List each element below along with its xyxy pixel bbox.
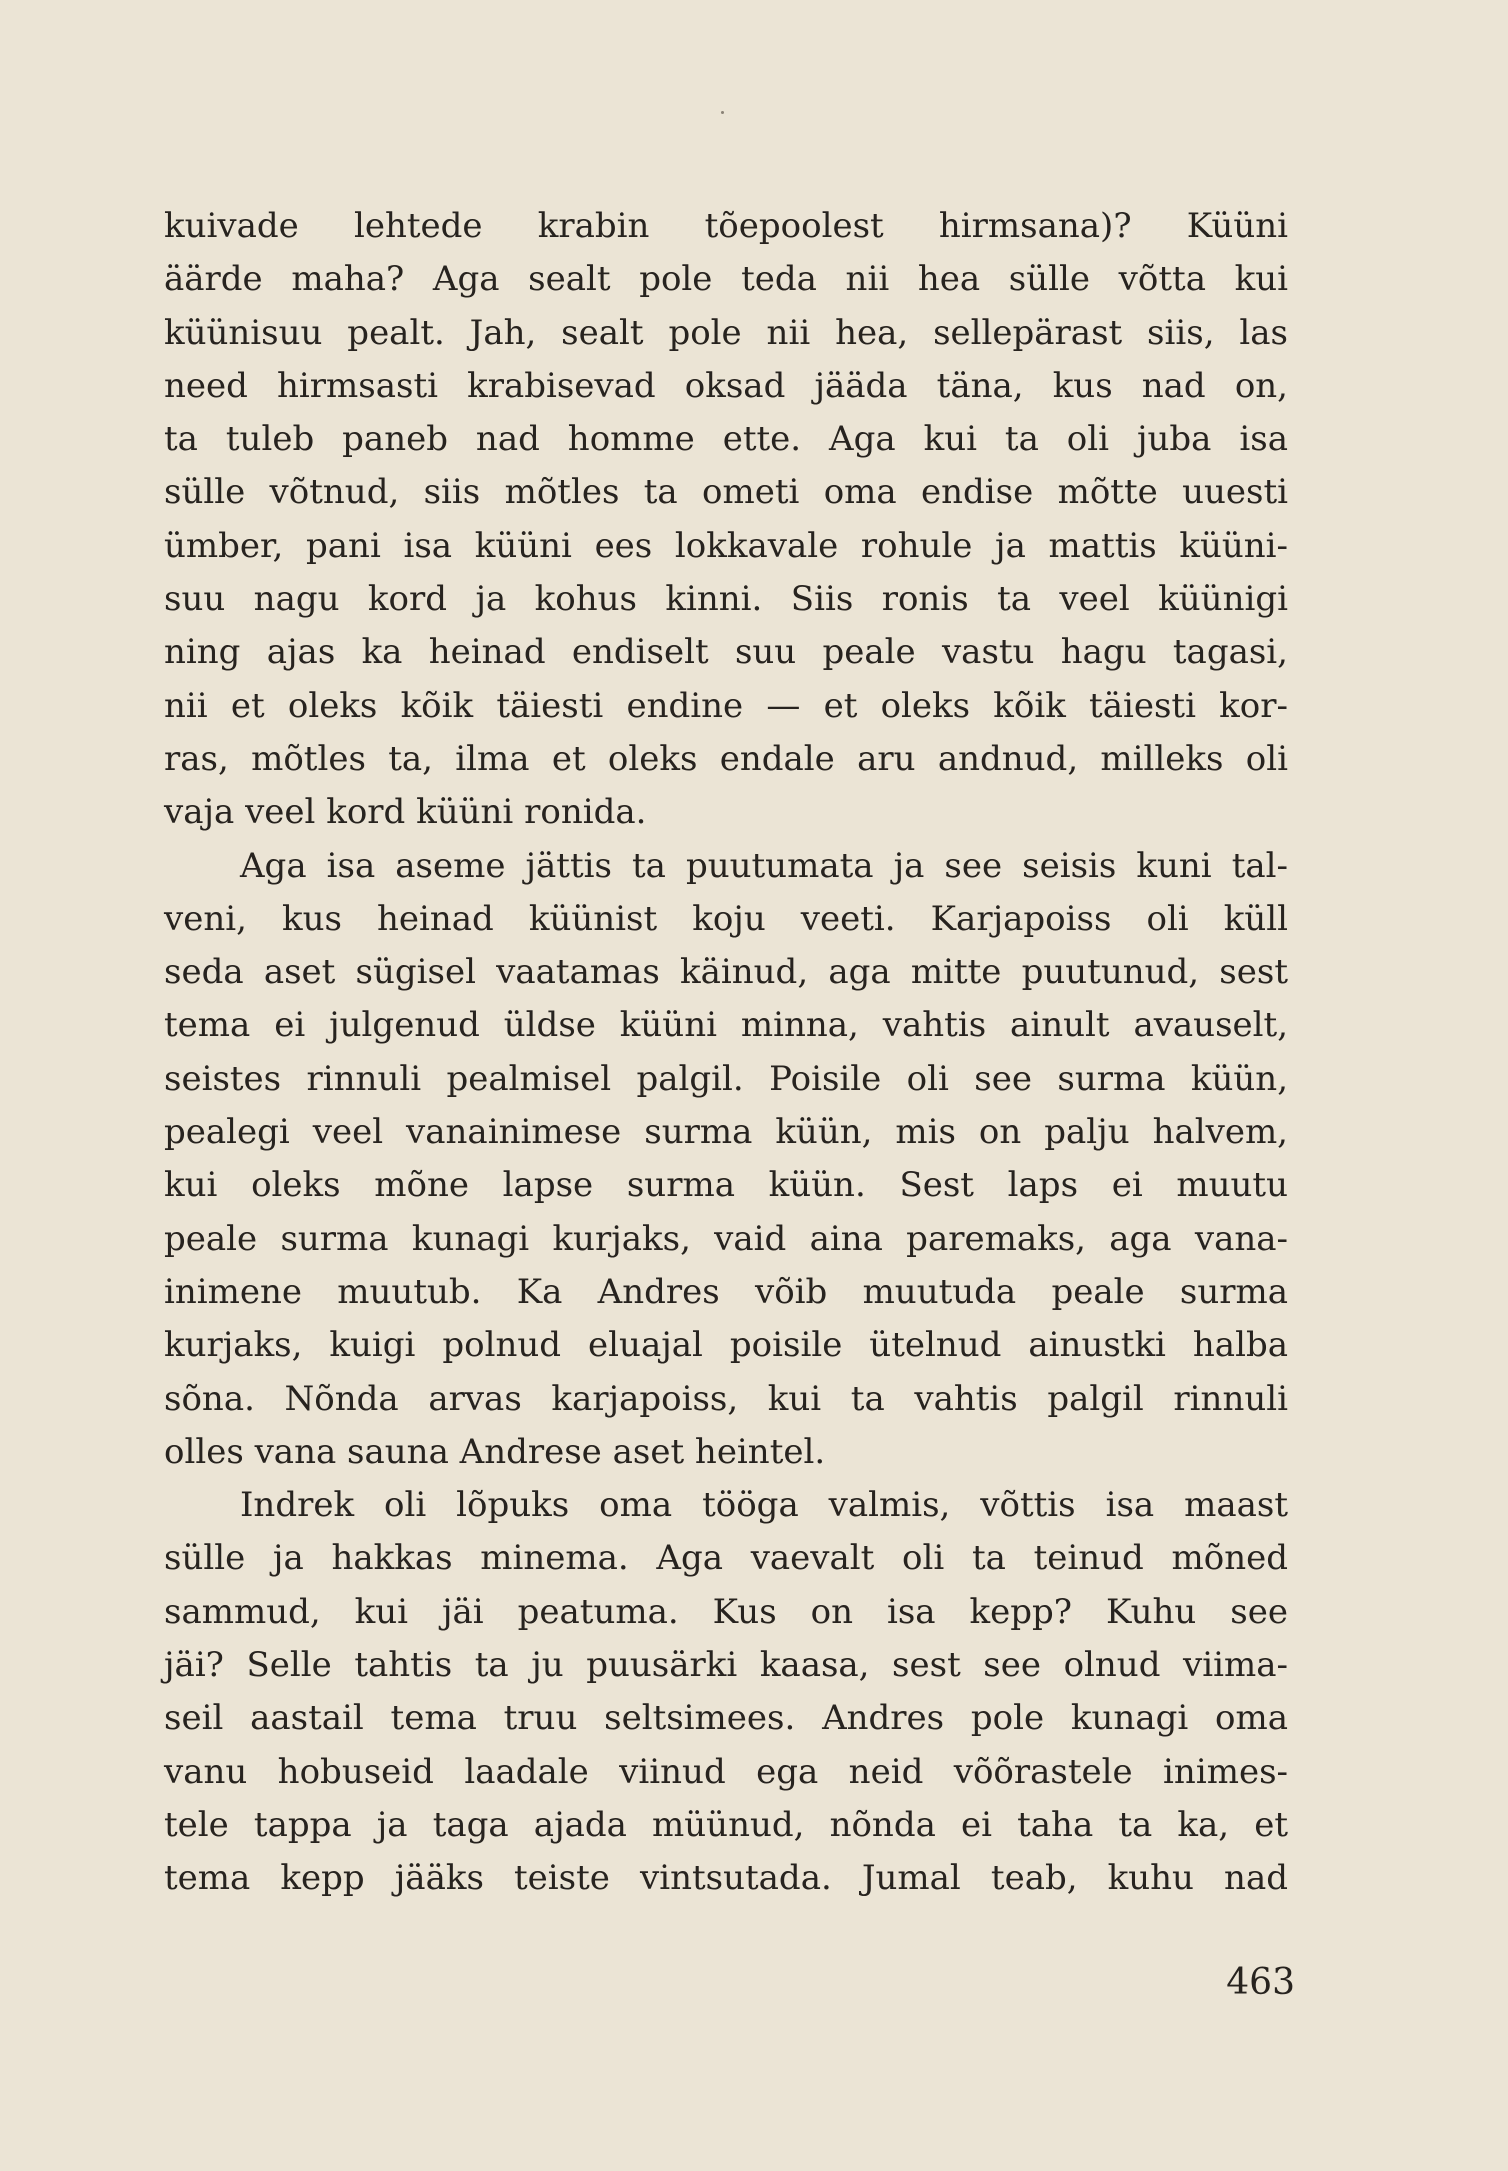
text-line: sülle ja hakkas minema. Aga vaevalt oli ta teinud mõned xyxy=(164,1538,1288,1579)
text-line: jäi? Selle tahtis ta ju puusärki kaasa, sest see olnud viima- xyxy=(164,1645,1288,1686)
text-line: vanu hobuseid laadale viinud ega neid võõrastele inimes- xyxy=(164,1751,1288,1792)
text-line: need hirmsasti krabisevad oksad jääda täna, kus nad on, xyxy=(164,365,1288,406)
text-line: sülle võtnud, siis mõtles ta ometi oma endise mõtte uuesti xyxy=(164,472,1288,513)
text-line: tema kepp jääks teiste vintsutada. Jumal teab, kuhu nad xyxy=(164,1858,1288,1899)
text-line: peale surma kunagi kurjaks, vaid aina paremaks, aga vana- xyxy=(164,1218,1288,1259)
text-line: ümber, pani isa küüni ees lokkavale rohule ja mattis küüni- xyxy=(164,525,1288,566)
text-line: vaja veel kord küüni ronida. xyxy=(164,792,647,833)
body-text xyxy=(164,200,1288,1906)
text-line: inimene muutub. Ka Andres võib muutuda peale surma xyxy=(164,1271,1288,1312)
text-line: tele tappa ja taga ajada müünud, nõnda ei taha ta ka, et xyxy=(164,1804,1288,1845)
text-line: ta tuleb paneb nad homme ette. Aga kui ta oli juba isa xyxy=(164,419,1288,460)
text-line: äärde maha? Aga sealt pole teda nii hea sülle võtta kui xyxy=(164,259,1288,300)
text-line: Indrek oli lõpuks oma tööga valmis, võttis isa maast xyxy=(240,1485,1288,1526)
text-line: veni, kus heinad küünist koju veeti. Karjapoiss oli küll xyxy=(164,898,1288,939)
text-line: seda aset sügisel vaatamas käinud, aga mitte puutunud, sest xyxy=(164,952,1288,993)
text-line: kuivade lehtede krabin tõepoolest hirmsana)? Küüni xyxy=(164,206,1288,246)
text-line: kui oleks mõne lapse surma küün. Sest laps ei muutu xyxy=(164,1165,1288,1206)
text-line: ras, mõtles ta, ilma et oleks endale aru andnud, milleks oli xyxy=(164,738,1288,779)
text-line: pealegi veel vanainimese surma küün, mis on palju halvem, xyxy=(164,1112,1288,1153)
paper-speck xyxy=(721,111,724,114)
text-line: seistes rinnuli pealmisel palgil. Poisile oli see surma küün, xyxy=(164,1058,1288,1099)
text-line: sammud, kui jäi peatuma. Kus on isa kepp? Kuhu see xyxy=(164,1591,1288,1632)
text-line: tema ei julgenud üldse küüni minna, vahtis ainult avauselt, xyxy=(164,1005,1288,1046)
text-line: ning ajas ka heinad endiselt suu peale vastu hagu tagasi, xyxy=(164,632,1288,673)
text-line: Aga isa aseme jättis ta puutumata ja see seisis kuni tal- xyxy=(240,845,1288,886)
text-line: kurjaks, kuigi polnud eluajal poisile ütelnud ainustki halba xyxy=(164,1325,1288,1366)
text-line: suu nagu kord ja kohus kinni. Siis ronis ta veel küünigi xyxy=(164,579,1288,620)
page-number: 463 xyxy=(1226,1962,1295,2003)
text-line: olles vana sauna Andrese aset heintel. xyxy=(164,1431,826,1472)
text-line: sõna. Nõnda arvas karjapoiss, kui ta vahtis palgil rinnuli xyxy=(164,1378,1288,1419)
text-line: nii et oleks kõik täiesti endine — et oleks kõik täiesti kor- xyxy=(164,685,1288,726)
text-line: seil aastail tema truu seltsimees. Andres pole kunagi oma xyxy=(164,1698,1288,1739)
text-line: küünisuu pealt. Jah, sealt pole nii hea, sellepärast siis, las xyxy=(164,312,1288,353)
